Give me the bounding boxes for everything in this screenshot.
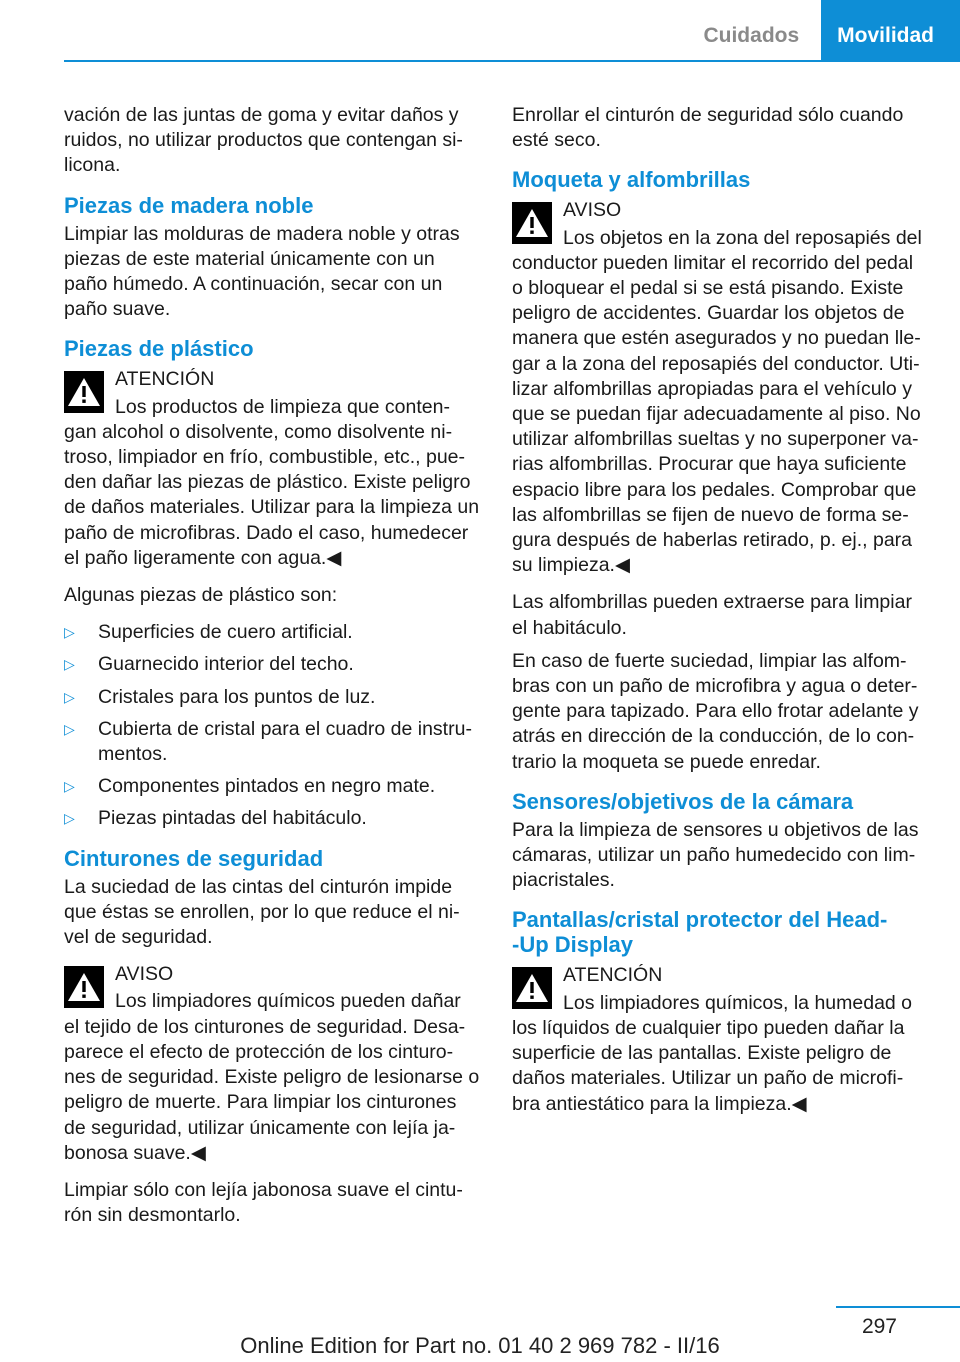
section-tabs: [681, 0, 960, 60]
triangle-right-icon: ▷: [64, 688, 75, 705]
warning-carpet-text: conductor pueden limitar el recorrido del pedal o bloquear el pedal si se está pisando. Existe peligro de accidentes. Guardar los objetos de manera que estén asegurados y no puedan lle‐gar a la zona del reposapiés del conductor. Uti‐lizar alfombrillas apropiadas para el vehículo y que se puedan fijar adecuadamente al piso. No utilizar alfombrillas sueltas y no superponer va‐rias alfombrillas. Procurar que haya suficiente espacio libre para los pedales. Comprobar que las alfombrillas se fijen de nuevo de forma se‐gura después de haberlas retirado, p. ej., para su limpieza.◀: [512, 251, 921, 577]
heading-wood: Piezas de madera noble: [64, 192, 314, 218]
list-item: ▷ Cubierta de cristal para el cuadro de instru‐mentos.: [64, 717, 472, 766]
list-item: ▷ Piezas pintadas del habitáculo.: [64, 806, 482, 831]
page-number: 297: [861, 1315, 897, 1338]
plastic-parts-list: [64, 620, 482, 831]
heading-belts: Cinturones de seguridad: [64, 845, 324, 871]
warning-belts-text: el tejido de los cinturones de seguridad. Desa‐parece el efecto de protección de los cinturo‐nes de seguridad. Existe peligro de lesionarse o peligro de muerte. Para limpiar los cinturones de seguridad, utilizar únicamente con lejía ja‐bonosa suave.◀: [64, 1015, 480, 1164]
paragraph-roll: Enrollar el cinturón de seguridad sólo cuando esté seco.: [512, 104, 904, 152]
heading-sensors: Sensores/objetivos de la cámara: [512, 788, 854, 814]
warning-belts-first-line: Los limpiadores químicos pueden dañar: [115, 990, 461, 1013]
triangle-right-icon: ▷: [64, 778, 75, 795]
list-item: ▷ Superficies de cuero artificial.: [64, 620, 482, 645]
warning-carpet: [512, 198, 928, 578]
list-item: ▷ Guarnecido interior del techo.: [64, 652, 482, 677]
warning-carpet-title: AVISO: [563, 199, 622, 222]
warning-displays: [512, 963, 928, 1116]
warning-carpet-first-line: Los objetos en la zona del reposapiés del: [563, 226, 922, 249]
warning-triangle-icon: [512, 967, 552, 1009]
warning-plastic-first-line: Los productos de limpieza que conten‐: [115, 395, 450, 418]
triangle-right-icon: ▷: [64, 720, 75, 737]
warning-belts: [64, 962, 482, 1166]
paragraph-wood: Limpiar las molduras de madera noble y otras piezas de este material únicamente con un paño húmedo. A continuación, secar con un paño suave.: [64, 222, 460, 321]
header-rule: [64, 60, 960, 62]
paragraph-belts: La suciedad de las cintas del cinturón impide que éstas se enrollen, por lo que reduce el ni‐vel de seguridad.: [64, 875, 460, 949]
paragraph-sensors: Para la limpieza de sensores u objetivos de las cámaras, utilizar un paño humedecido con lim‐piacristales.: [512, 818, 919, 892]
tab-movilidad[interactable]: Movilidad: [821, 0, 960, 60]
warning-triangle-icon: [512, 202, 552, 244]
paragraph-carpet-dirt: En caso de fuerte suciedad, limpiar las alfom‐bras con un paño de microfibra y agua o deter‐gente para tapizado. Para ello frotar adelante y atrás en dirección de la conducción, de lo con‐trario la moqueta se puede enredar.: [512, 649, 919, 773]
warning-triangle-icon: [64, 371, 104, 413]
triangle-right-icon: ▷: [64, 624, 75, 641]
tab-cuidados[interactable]: Cuidados: [681, 0, 821, 60]
warning-displays-text: los líquidos de cualquier tipo pueden dañar la superficie de las pantallas. Existe peligro de daños materiales. Utilizar un paño de microfi‐bra antiestático para la limpieza.◀: [512, 1016, 905, 1115]
paragraph-intro: vación de las juntas de goma y evitar daños y ruidos, no utilizar productos que contengan si‐licona.: [64, 104, 463, 177]
list-item: ▷ Cristales para los puntos de luz.: [64, 685, 482, 710]
warning-displays-title: ATENCIÓN: [563, 964, 663, 987]
paragraph-plastic-list-intro: Algunas piezas de plástico son:: [64, 584, 338, 607]
heading-carpet: Moqueta y alfombrillas: [512, 167, 751, 193]
edition-footer: Online Edition for Part no. 01 40 2 969 782 - II/16: [240, 1333, 720, 1358]
warning-displays-first-line: Los limpiadores químicos, la humedad o: [563, 991, 913, 1014]
warning-belts-title: AVISO: [115, 963, 174, 986]
heading-displays: Pantallas/cristal protector del Head- -Up Display: [512, 907, 888, 958]
warning-plastic-text: gan alcohol o disolvente, como disolvente ni‐troso, limpiador en frío, combustible, etc., pue‐den dañar las piezas de plástico. Existe peligro de daños materiales. Utilizar para la limpieza un paño de microfibras. Dado el caso, humedecer el paño ligeramente con agua.◀: [64, 420, 480, 569]
paragraph-belts-clean: Limpiar sólo con lejía jabonosa suave el cintu‐rón sin desmontarlo.: [64, 1178, 463, 1227]
warning-plastic: [64, 367, 482, 571]
warning-triangle-icon: [64, 966, 104, 1008]
triangle-right-icon: ▷: [64, 810, 75, 827]
paragraph-carpet-remove: Las alfombrillas pueden extraerse para limpiar el habitáculo.: [512, 591, 912, 639]
page-number-rule: [836, 1306, 960, 1308]
right-column: [512, 103, 928, 1129]
heading-plastic: Piezas de plástico: [64, 336, 254, 362]
left-column: [64, 103, 482, 1240]
triangle-right-icon: ▷: [64, 656, 75, 673]
warning-plastic-title: ATENCIÓN: [115, 368, 215, 391]
list-item: ▷ Componentes pintados en negro mate.: [64, 774, 482, 799]
